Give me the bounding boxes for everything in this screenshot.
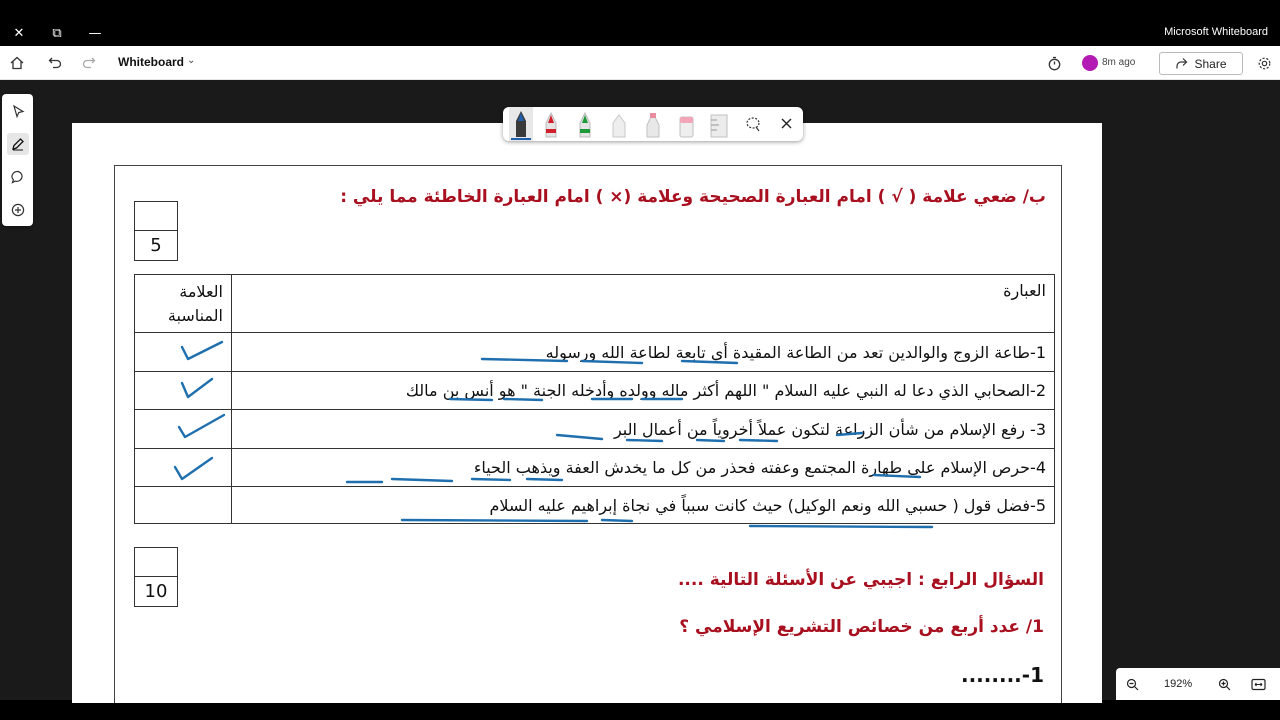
checkmark-row-4 <box>175 458 212 479</box>
ruler-tool[interactable] <box>711 115 727 137</box>
highlighter-tool[interactable] <box>647 113 659 137</box>
avatar[interactable] <box>1082 55 1098 71</box>
close-icon: ✕ <box>13 25 25 41</box>
home-icon <box>10 56 24 70</box>
section-heading: ب/ ضعي علامة ( √ ) امام العبارة الصحيحة وعلامة (× ) امام العبارة الخاطئة مما يلي : <box>340 187 1046 207</box>
header-statement: العبارة <box>232 275 1055 333</box>
header-mark: العلامة المناسبة <box>135 275 232 333</box>
green-pen-tool[interactable] <box>580 113 590 137</box>
checkmark-row-3 <box>179 415 224 437</box>
fit-to-screen-button[interactable] <box>1248 674 1268 694</box>
ink-tray-pens <box>503 107 803 141</box>
restore-icon: ⧉ <box>52 25 62 41</box>
minimize-icon: — <box>88 25 102 41</box>
minimize-window-button[interactable] <box>76 20 114 46</box>
question-4-1: 1/ عدد أربع من خصائص التشريع الإسلامي ؟ <box>679 617 1044 637</box>
statement-cell: 3- رفع الإسلام من شأن الزراعة لتكون عملاً أخروياً من أعمال البر <box>232 410 1055 449</box>
eraser-tool[interactable] <box>680 117 693 137</box>
zoom-out-icon <box>1126 678 1139 691</box>
redo-icon <box>82 56 96 70</box>
close-icon[interactable] <box>782 119 791 128</box>
question-4-heading: السؤال الرابع : اجيبي عن الأسئلة التالية .... <box>677 570 1044 590</box>
redo-button[interactable] <box>79 53 99 73</box>
underline-row-3a <box>557 435 602 439</box>
undo-icon <box>48 56 62 70</box>
statement-cell: 2-الصحابي الذي دعا له النبي عليه السلام " اللهم أكثر ماله وولده وأدخله الجنة " هو أنس بن مالك <box>232 372 1055 410</box>
statement-cell: 1-طاعة الزوج والوالدين تعد من الطاعة المقيدة أي تابعة لطاعة الله ورسوله <box>232 333 1055 372</box>
settings-button[interactable] <box>1254 53 1274 73</box>
underline-row-1c <box>682 361 737 363</box>
underline-row-3c <box>697 440 724 441</box>
document-page <box>72 123 1102 703</box>
white-pen-tool[interactable] <box>613 115 625 137</box>
restore-window-button[interactable] <box>38 20 76 46</box>
close-window-button[interactable] <box>0 20 38 46</box>
share-label: Share <box>1194 56 1227 71</box>
underline-row-3b <box>627 440 662 441</box>
underline-row-1a <box>482 359 567 361</box>
fit-screen-icon <box>1251 678 1266 691</box>
statement-cell: 5-فضل قول ( حسبي الله ونعم الوكيل) حيث كانت سبباً في نجاة إبراهيم عليه السلام <box>232 487 1055 524</box>
underline-row-4b <box>392 479 452 481</box>
statement-cell: 4-حرص الإسلام على طهارة المجتمع وعفته فحذر من كل ما يخدش العفة ويذهب الحياء <box>232 449 1055 487</box>
ink-annotations <box>72 123 1102 703</box>
red-pen-tool[interactable] <box>546 113 556 137</box>
checkmark-row-2 <box>182 379 212 397</box>
zoom-level[interactable]: 192% <box>1164 678 1193 690</box>
underline-row-2b <box>504 399 542 400</box>
app-title: Microsoft Whiteboard <box>1164 26 1268 38</box>
underline-row-4e <box>874 475 920 477</box>
score-value: 5 <box>150 235 162 256</box>
undo-button[interactable] <box>45 53 65 73</box>
lasso-select-tool[interactable] <box>747 118 759 131</box>
underline-row-4d <box>527 479 562 480</box>
underline-row-5c <box>750 526 932 527</box>
checkmark-row-1 <box>182 342 222 359</box>
zoom-in-button[interactable] <box>1214 674 1234 694</box>
zoom-control <box>1116 668 1280 700</box>
underline-row-3e <box>837 433 862 435</box>
underline-row-2a <box>450 399 492 400</box>
add-content-button[interactable] <box>7 199 29 221</box>
timer-button[interactable] <box>1044 53 1064 73</box>
pen-icon <box>11 137 25 151</box>
timer-icon <box>1047 56 1062 71</box>
side-toolbar <box>2 94 33 226</box>
share-button[interactable] <box>1159 52 1243 75</box>
board-name[interactable]: Whiteboard <box>118 55 184 69</box>
comment-icon <box>11 170 25 184</box>
pointer-icon <box>12 105 25 118</box>
ink-tray <box>503 107 803 141</box>
ink-tool-button[interactable] <box>7 133 29 155</box>
score-value: 10 <box>144 581 168 602</box>
underline-row-1b <box>582 361 642 363</box>
gear-icon <box>1257 56 1272 71</box>
home-button[interactable] <box>7 53 27 73</box>
plus-circle-icon <box>11 203 25 217</box>
answer-line-1: 1-........ <box>960 663 1044 687</box>
blue-pen-tool[interactable] <box>509 107 533 141</box>
select-tool-button[interactable] <box>7 100 29 122</box>
title-bar <box>0 20 1280 46</box>
zoom-in-icon <box>1218 678 1231 691</box>
comment-tool-button[interactable] <box>7 166 29 188</box>
app-toolbar <box>0 46 1280 80</box>
underline-row-5b <box>602 520 632 521</box>
underline-row-3d <box>740 440 777 441</box>
share-icon <box>1175 57 1188 70</box>
zoom-out-button[interactable] <box>1122 674 1142 694</box>
last-saved-status: 8m ago <box>1102 57 1136 68</box>
underline-row-4c <box>472 479 510 480</box>
underline-row-5a <box>402 520 587 521</box>
chevron-down-icon[interactable]: ⌄ <box>187 55 196 66</box>
bottom-bar <box>0 700 1280 720</box>
